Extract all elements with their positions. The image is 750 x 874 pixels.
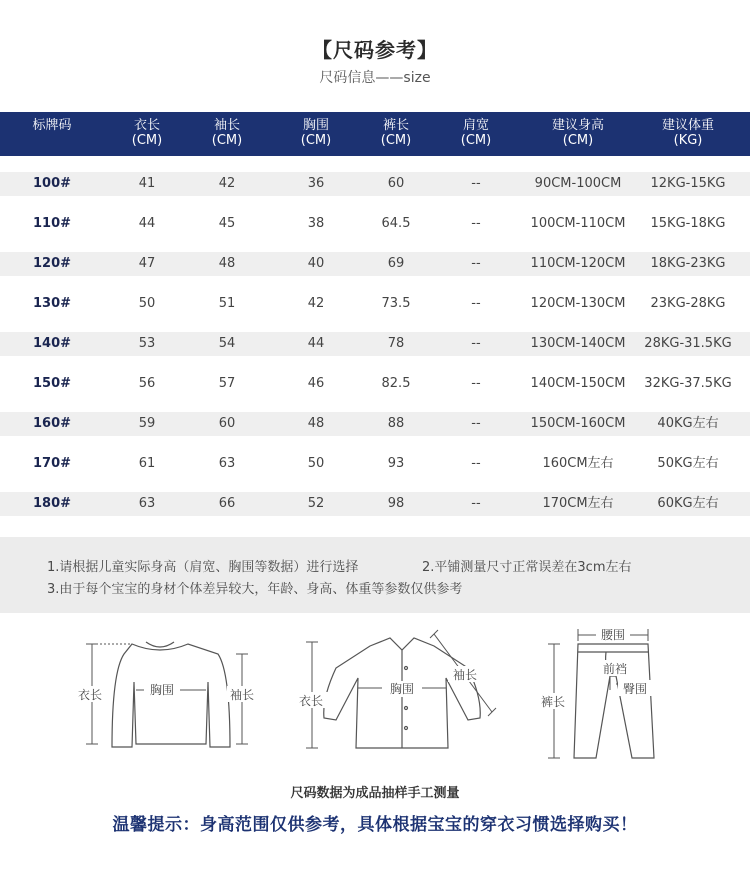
table-cell: 140CM-150CM — [530, 376, 626, 391]
table-cell: 50 — [307, 456, 325, 471]
table-cell: 45 — [218, 216, 236, 231]
table-cell: 44 — [138, 216, 156, 231]
column-header-label: 衣长 — [133, 118, 160, 133]
table-cell: 41 — [138, 176, 156, 191]
table-cell: 61 — [138, 456, 156, 471]
column-header-label: 袖长 — [213, 118, 240, 133]
pants-waist-label: 腰围 — [600, 628, 626, 642]
table-cell: 60KG左右 — [657, 496, 719, 511]
table-cell: 64.5 — [381, 216, 411, 231]
table-cell: -- — [471, 216, 481, 231]
warm-tip: 温馨提示：身高范围仅供参考，具体根据宝宝的穿衣习惯选择购买！ — [112, 815, 638, 835]
column-header-unit: (CM) — [131, 133, 163, 148]
sweater-length-label: 衣长 — [77, 688, 103, 702]
table-cell: 88 — [387, 416, 405, 431]
notes-panel — [0, 537, 750, 613]
note-1: 1.请根据儿童实际身高（肩宽、胸围等数据）进行选择 — [47, 560, 359, 575]
table-cell: -- — [471, 296, 481, 311]
column-header-unit: (CM) — [300, 133, 332, 148]
size-label-cell: 180# — [32, 496, 72, 511]
table-cell: 69 — [387, 256, 405, 271]
size-label-cell: 100# — [32, 176, 72, 191]
column-header-unit: (KG) — [673, 133, 703, 148]
size-label-cell: 130# — [32, 296, 72, 311]
table-cell: 51 — [218, 296, 236, 311]
table-cell: 78 — [387, 336, 405, 351]
table-cell: 36 — [307, 176, 325, 191]
table-cell: 12KG-15KG — [650, 176, 726, 191]
table-cell: 73.5 — [381, 296, 411, 311]
pants-hip-label: 臀围 — [622, 682, 648, 696]
table-row — [0, 452, 750, 476]
size-label-cell: 110# — [32, 216, 72, 231]
column-header-unit: (CM) — [460, 133, 492, 148]
table-cell: 60 — [387, 176, 405, 191]
table-row — [0, 252, 750, 276]
table-cell: 42 — [218, 176, 236, 191]
table-cell: 66 — [218, 496, 236, 511]
table-cell: 63 — [218, 456, 236, 471]
table-cell: 160CM左右 — [542, 456, 614, 471]
note-3: 3.由于每个宝宝的身材个体差异较大，年龄、身高、体重等参数仅供参考 — [47, 582, 463, 597]
size-label-cell: 170# — [32, 456, 72, 471]
table-cell: 63 — [138, 496, 156, 511]
table-cell: 40 — [307, 256, 325, 271]
table-cell: 82.5 — [381, 376, 411, 391]
column-header-label: 胸围 — [302, 118, 329, 133]
column-header-label: 建议体重 — [661, 118, 714, 133]
page-subtitle: 尺码信息——size — [319, 70, 431, 86]
table-cell: 46 — [307, 376, 325, 391]
table-cell: 59 — [138, 416, 156, 431]
table-cell: 93 — [387, 456, 405, 471]
column-header — [361, 118, 431, 148]
shirt-sleeve-label: 袖长 — [452, 668, 478, 682]
table-header — [0, 112, 750, 156]
column-header — [633, 118, 743, 148]
table-cell: 28KG-31.5KG — [644, 336, 732, 351]
table-cell: 54 — [218, 336, 236, 351]
table-row — [0, 332, 750, 356]
measurement-caption: 尺码数据为成品抽样手工测量 — [290, 786, 460, 801]
table-cell: 130CM-140CM — [530, 336, 626, 351]
table-cell: -- — [471, 376, 481, 391]
column-header — [281, 118, 351, 148]
table-cell: 23KG-28KG — [650, 296, 726, 311]
pants-measure-diagram — [536, 624, 662, 766]
page-title: 【尺码参考】 — [312, 38, 438, 62]
table-cell: 42 — [307, 296, 325, 311]
table-cell: 53 — [138, 336, 156, 351]
table-cell: -- — [471, 176, 481, 191]
table-cell: 90CM-100CM — [534, 176, 622, 191]
table-cell: 32KG-37.5KG — [644, 376, 732, 391]
sweater-sleeve-label: 袖长 — [229, 688, 255, 702]
table-cell: -- — [471, 336, 481, 351]
table-row — [0, 212, 750, 236]
table-cell: 150CM-160CM — [530, 416, 626, 431]
table-cell: 57 — [218, 376, 236, 391]
table-cell: 120CM-130CM — [530, 296, 626, 311]
shirt-chest-label: 胸围 — [389, 682, 415, 696]
table-cell: 110CM-120CM — [530, 256, 626, 271]
table-cell: 15KG-18KG — [650, 216, 726, 231]
table-cell: 48 — [218, 256, 236, 271]
note-2: 2.平铺测量尺寸正常误差在3cm左右 — [422, 560, 632, 575]
table-cell: -- — [471, 256, 481, 271]
column-header — [441, 118, 511, 148]
column-header — [7, 118, 97, 133]
table-cell: 52 — [307, 496, 325, 511]
column-header — [112, 118, 182, 148]
table-cell: -- — [471, 416, 481, 431]
column-header — [192, 118, 262, 148]
table-cell: 44 — [307, 336, 325, 351]
column-header-label: 建议身高 — [551, 118, 604, 133]
shirt-length-label: 衣长 — [298, 694, 324, 708]
size-label-cell: 150# — [32, 376, 72, 391]
table-cell: 40KG左右 — [657, 416, 719, 431]
table-cell: -- — [471, 456, 481, 471]
shirt-measure-diagram — [292, 628, 506, 756]
table-cell: 50KG左右 — [657, 456, 719, 471]
table-cell: 18KG-23KG — [650, 256, 726, 271]
table-row — [0, 492, 750, 516]
column-header-unit: (CM) — [380, 133, 412, 148]
size-label-cell: 160# — [32, 416, 72, 431]
table-row — [0, 372, 750, 396]
table-cell: 56 — [138, 376, 156, 391]
size-label-cell: 120# — [32, 256, 72, 271]
table-row — [0, 172, 750, 196]
table-cell: -- — [471, 496, 481, 511]
table-cell: 100CM-110CM — [530, 216, 626, 231]
table-row — [0, 292, 750, 316]
column-header-label: 肩宽 — [462, 118, 489, 133]
table-cell: 50 — [138, 296, 156, 311]
column-header-unit: (CM) — [562, 133, 594, 148]
sweater-chest-label: 胸围 — [149, 683, 175, 697]
table-cell: 98 — [387, 496, 405, 511]
sweater-measure-diagram — [70, 632, 260, 754]
column-header-label: 裤长 — [382, 118, 409, 133]
pants-length-label: 裤长 — [540, 695, 566, 709]
size-label-cell: 140# — [32, 336, 72, 351]
table-row — [0, 412, 750, 436]
table-cell: 47 — [138, 256, 156, 271]
table-cell: 38 — [307, 216, 325, 231]
column-header — [518, 118, 638, 148]
column-header-label: 标牌码 — [32, 118, 72, 133]
table-cell: 48 — [307, 416, 325, 431]
table-cell: 60 — [218, 416, 236, 431]
table-cell: 170CM左右 — [542, 496, 614, 511]
pants-rise-label: 前裆 — [602, 662, 628, 676]
column-header-unit: (CM) — [211, 133, 243, 148]
